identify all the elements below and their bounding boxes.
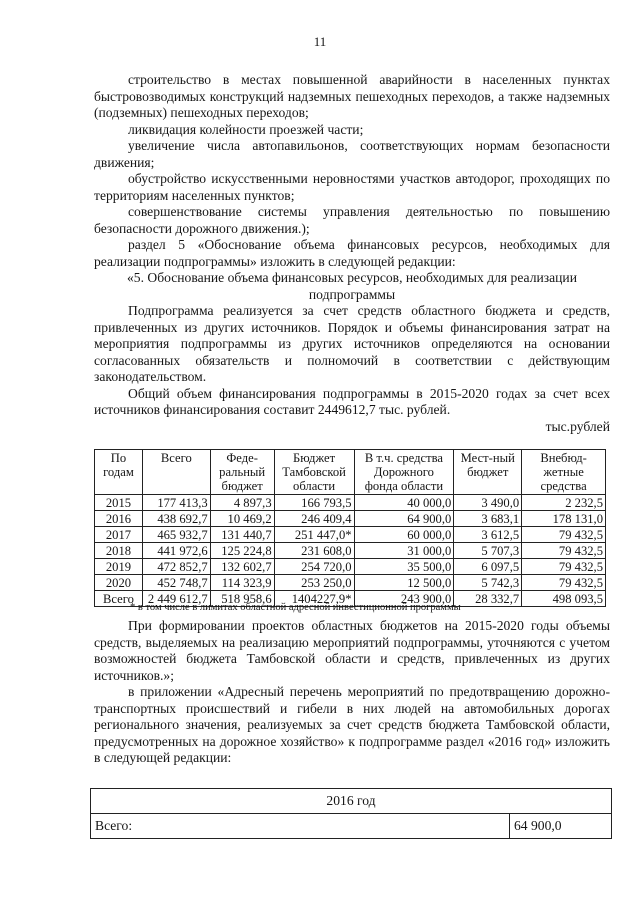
table-cell: 12 500,0 [354,575,454,591]
table-cell: 79 432,5 [522,527,606,543]
table-cell: 498 093,5 [522,591,606,607]
table-cell: 465 932,7 [142,527,210,543]
table-cell: 3 683,1 [454,511,522,527]
table-cell: 28 332,7 [454,591,522,607]
table-cell: 79 432,5 [522,559,606,575]
table-cell: 2 232,5 [522,495,606,511]
table-header-row [91,789,612,814]
table-cell: 5 707,3 [454,543,522,559]
table-cell: 131 440,7 [210,527,274,543]
header-cell: В т.ч. средства Дорожного фонда области [354,450,454,495]
table-cell: 2015 [95,495,143,511]
table-cell: 3 490,0 [454,495,522,511]
table-cell: 31 000,0 [354,543,454,559]
header-cell: Бюджет Тамбовской области [274,450,354,495]
table-cell: 40 000,0 [354,495,454,511]
table-cell: 2017 [95,527,143,543]
table-cell: 251 447,0* [274,527,354,543]
units-label: тыс.рублей [545,418,610,434]
header-cell: Феде-ральный бюджет [210,450,274,495]
table-cell: 2016 [95,511,143,527]
header-cell: По годам [95,450,143,495]
table-cell: Всего [95,591,143,607]
body-text-bottom [94,618,610,767]
table-cell: 64 900,0 [354,511,454,527]
table-cell: 60 000,0 [354,527,454,543]
year-2016-table [90,788,612,839]
header-cell: Всего [142,450,210,495]
body-text-top [94,72,610,435]
table-cell: 518 958,6 [210,591,274,607]
paragraph: Общий объем финансирования подпрограммы в 2015-2020 годах за счет всех источников финансирования составит 2449612,7 тыс. рублей. [94,385,610,417]
table-cell: 79 432,5 [522,575,606,591]
table-cell: 1404227,9* [274,591,354,607]
total-value: 64 900,0 [510,814,612,839]
paragraph: увеличение числа автопавильонов, соответствующих нормам безопасности движения; [94,138,610,170]
table-row [95,559,606,575]
paragraph: При формировании проектов областных бюджетов на 2015-2020 годы объемы средств, выделяемых на реализацию мероприятий подпрограммы, уточняются с учетом возможностей бюджета Тамбовской области и средств, привлеченных из других источников.»; [94,618,610,683]
table-cell: 125 224,8 [210,543,274,559]
table-cell: 166 793,5 [274,495,354,511]
paragraph: раздел 5 «Обоснование объема финансовых ресурсов, необходимых для реализации подпрограммы» изложить в следующей редакции: [94,237,610,269]
table-cell: 438 692,7 [142,511,210,527]
table-row [95,495,606,511]
table-cell: 132 602,7 [210,559,274,575]
table-cell: 4 897,3 [210,495,274,511]
table-row [95,575,606,591]
financing-table [94,449,606,607]
table-row [95,543,606,559]
table-header-row [95,450,606,495]
table-cell: 231 608,0 [274,543,354,559]
paragraph: обустройство искусственными неровностями участков автодорог, проходящих по территориям населенных пунктов; [94,171,610,203]
table-cell: 3 612,5 [454,527,522,543]
page-number: 11 [313,34,327,49]
table-cell: 254 720,0 [274,559,354,575]
table-row [95,511,606,527]
table-cell: 472 852,7 [142,559,210,575]
table-cell: 2018 [95,543,143,559]
paragraph: строительство в местах повышенной аварийности в населенных пунктах быстровозводимых конструкций надземных пешеходных переходов, а также надземных (подземных) пешеходных переходов; [94,72,610,120]
paragraph: Подпрограмма реализуется за счет средств областного бюджета и средств, привлеченных из других источников. Порядок и объемы финансирования затрат на мероприятия подпрограммы из других источников определяются на основании согласованных обязательств и полномочий в соответствии с действующим законодательством. [94,303,610,384]
header-cell: Мест-ный бюджет [454,450,522,495]
table-cell: 114 323,9 [210,575,274,591]
table-cell: 178 131,0 [522,511,606,527]
table-cell: 79 432,5 [522,543,606,559]
table-cell: 35 500,0 [354,559,454,575]
table-cell: 5 742,3 [454,575,522,591]
table-total-row [91,814,612,839]
table-cell: 6 097,5 [454,559,522,575]
table-row [95,527,606,543]
header-cell: Внебюд-жетные средства [522,450,606,495]
table-cell: 177 413,3 [142,495,210,511]
table-cell: 441 972,6 [142,543,210,559]
table-cell: 246 409,4 [274,511,354,527]
total-label: Всего: [91,814,510,839]
table-cell: 253 250,0 [274,575,354,591]
paragraph: совершенствование системы управления деятельностью по повышению безопасности дорожного движения.); [94,204,610,236]
paragraph: ликвидация колейности проезжей части; [128,121,364,137]
table-cell: 452 748,7 [142,575,210,591]
section-title: «5. Обоснование объема финансовых ресурсов, необходимых для реализации подпрограммы [126,270,577,302]
year-header: 2016 год [91,789,612,814]
table-cell: 2 449 612,7 [142,591,210,607]
table-cell: 10 469,2 [210,511,274,527]
table-footnote: * в том числе в лимитах областной адресной инвестиционной программы [130,602,461,613]
table-cell: 2020 [95,575,143,591]
table-cell: 2019 [95,559,143,575]
paragraph: в приложении «Адресный перечень мероприятий по предотвращению дорожно-транспортных происшествий и гибели в них людей на автомобильных дорогах регионального значения, реализуемых за счет средств бюджета Тамбовской области, предусмотренных на дорожное хозяйство» к подпрограмме раздел «2016 год» изложить в следующей редакции: [94,684,610,765]
table-cell: 243 900,0 [354,591,454,607]
